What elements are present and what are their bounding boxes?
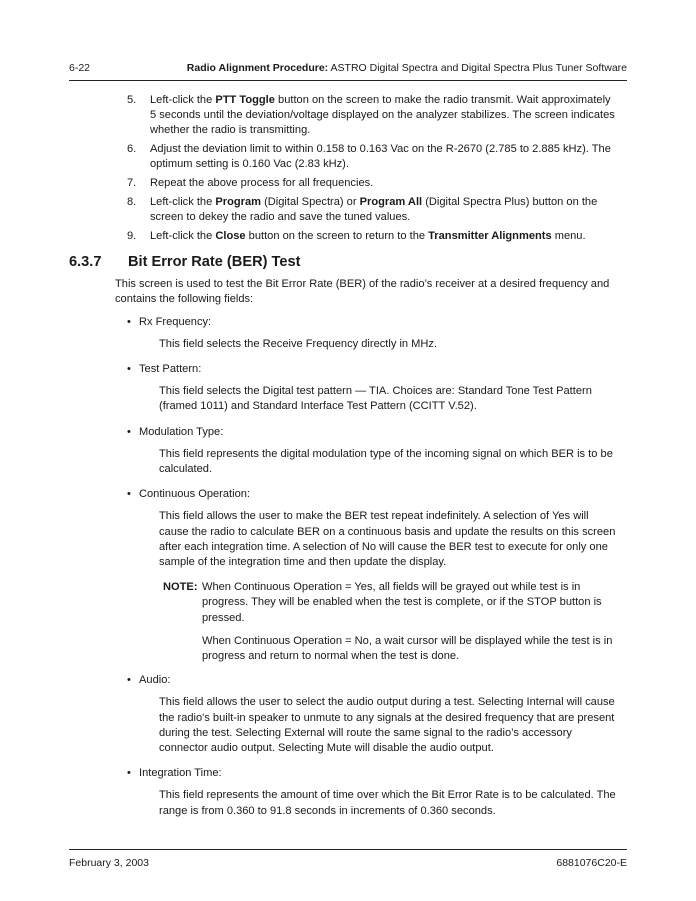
step-bold: Transmitter Alignments [428, 230, 552, 242]
field-bullet [127, 315, 619, 330]
running-title [187, 62, 627, 74]
field-bullet [127, 425, 619, 440]
bullet-marker: • [127, 674, 131, 687]
step-text: (Digital Spectra Plus) button on the screen to dekey the radio and save the tuned values. [150, 196, 598, 224]
step-number: 9. [127, 230, 137, 242]
step-text: (Digital Spectra) or [260, 196, 360, 208]
step-text: button on the screen to return to the [245, 230, 429, 242]
step-item [69, 229, 619, 244]
step-text: Left-click the [150, 230, 216, 242]
procedure-steps [69, 93, 619, 244]
field-description: This field represents the amount of time over which the Bit Error Rate is to be calculated. The range is from 0.360 to 91.8 seconds in increments of 0.360 seconds. [159, 789, 616, 817]
step-text: Repeat the above process for all frequencies. [150, 177, 374, 190]
note-paragraph: When Continuous Operation = No, a wait cursor will be displayed while the test is in progress and return to normal when the test is done. [202, 634, 613, 663]
step-number: 5. [127, 94, 137, 106]
page-content [69, 93, 619, 829]
bullet-marker: • [127, 488, 131, 501]
section-heading [69, 253, 619, 271]
step-number: 8. [127, 196, 137, 208]
field-bullet [127, 362, 619, 377]
step-bold: Close [215, 230, 246, 242]
footer-doc-id: 6881076C20-E [556, 857, 627, 869]
field-description: This field allows the user to select the audio output during a test. Selecting Internal will cause the radio's built-in speaker to unmute to any signals at the desired frequency that are present during the test. Selecting External will route the same signal to the radio’s accessory connector audio output. Selecting Mute will disable the audio output. [159, 696, 615, 755]
step-item [69, 176, 619, 191]
bullet-marker: • [127, 315, 131, 328]
field-description: This field selects the Receive Frequency directly in MHz. [159, 337, 438, 350]
field-bullet [127, 673, 619, 688]
field-name: Integration Time: [139, 767, 222, 780]
bullet-marker: • [127, 425, 131, 438]
step-text: Left-click the [150, 94, 216, 106]
section-number: 6.3.7 [69, 254, 102, 271]
section-title: Bit Error Rate (BER) Test [128, 254, 301, 271]
field-bullet [127, 487, 619, 502]
footer-date: February 3, 2003 [69, 857, 149, 869]
step-bold: Program [215, 196, 261, 208]
footer-rule [69, 849, 627, 850]
step-bold: PTT Toggle [215, 94, 275, 106]
step-number: 7. [127, 177, 137, 190]
step-text: menu. [551, 230, 586, 242]
step-number: 6. [127, 143, 137, 156]
step-bold: Program All [359, 196, 423, 208]
note-block [163, 580, 619, 664]
bullet-marker: • [127, 363, 131, 376]
field-name: Audio: [139, 674, 171, 687]
field-name: Rx Frequency: [139, 315, 212, 328]
note-label: NOTE: [163, 581, 198, 594]
running-title-bold: Radio Alignment Procedure: [186, 62, 329, 74]
note-paragraph: When Continuous Operation = Yes, all fields will be grayed out while test is in progress. They will be enabled when the test is complete, or if the STOP button is pressed. [202, 581, 602, 624]
step-text: Adjust the deviation limit to within 0.158 to 0.163 Vac on the R-2670 (2.785 to 2.885 kHz). The optimum setting is 0.160 Vac (2.83 kHz). [150, 143, 611, 171]
field-name: Modulation Type: [139, 425, 224, 438]
field-description: This field represents the digital modulation type of the incoming signal on which BER is to be calculated. [159, 447, 613, 476]
step-item [69, 93, 619, 139]
running-title-rest: ASTRO Digital Spectra and Digital Spectra Plus Tuner Software [328, 62, 627, 74]
field-bullet [127, 766, 619, 781]
field-name: Test Pattern: [139, 363, 202, 376]
section-intro: This screen is used to test the Bit Error Rate (BER) of the radio’s receiver at a desired frequency and contains the following fields: [115, 278, 610, 306]
step-item [69, 142, 619, 172]
page-number: 6-22 [69, 62, 91, 74]
field-description: This field selects the Digital test pattern — TIA. Choices are: Standard Tone Test Pattern (framed 1011) and Standard Interface Test Pattern (CCITT V.52). [159, 385, 592, 413]
step-text: button on the screen to make the radio transmit. Wait approximately 5 seconds until the deviation/voltage displayed on the analyzer stabilizes. The screen indicates whether the radio is transmitting. [150, 94, 615, 137]
bullet-marker: • [127, 767, 131, 780]
step-item [69, 195, 619, 225]
header-rule [69, 80, 627, 81]
field-name: Continuous Operation: [139, 488, 251, 501]
field-description: This field allows the user to make the BER test repeat indefinitely. A selection of Yes will cause the radio to calculate BER on a continuous basis and update the results on this screen after each integration time. A selection of No will cause the BER test to execute for only one sample of the integration time and then update the display. [159, 510, 616, 569]
step-text: Left-click the [150, 196, 216, 208]
